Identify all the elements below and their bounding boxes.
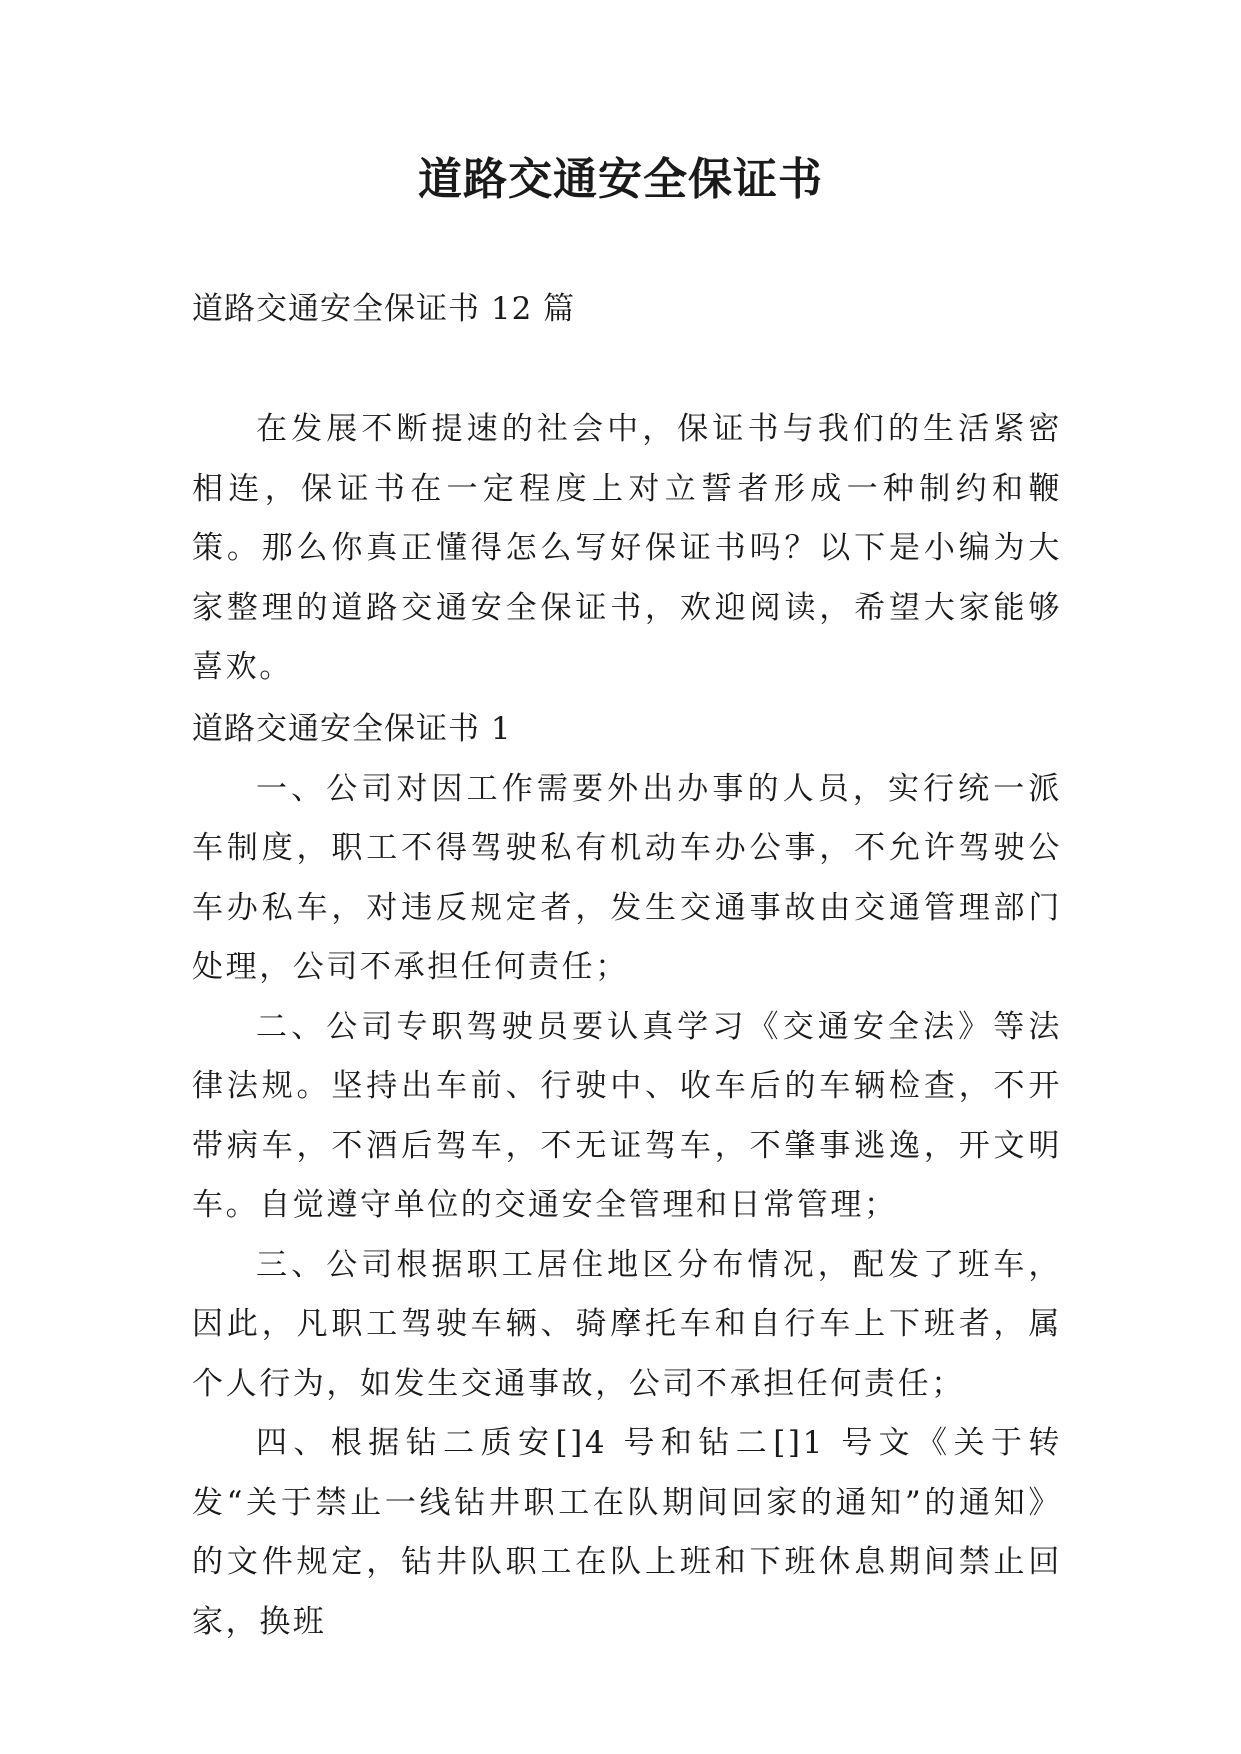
section-heading: 道路交通安全保证书 1 (192, 711, 512, 747)
intro-paragraph: 在发展不断提速的社会中，保证书与我们的生活紧密相连，保证书在一定程度上对立誓者形成一种制约和鞭策。那么你真正懂得怎么写好保证书吗？以下是小编为大家整理的道路交通安全保证书，欢迎阅读，希望大家能够喜欢。 (192, 411, 1062, 685)
section-1 (192, 700, 1062, 1652)
clause-paragraph: 四、根据钻二质安[]4 号和钻二[]1 号文《关于转发“关于禁止一线钻井职工在队期间回家的通知”的通知》的文件规定，钻井队职工在队上班和下班休息期间禁止回家，换班 (192, 1425, 1062, 1640)
clause-paragraph: 三、公司根据职工居住地区分布情况，配发了班车，因此，凡职工驾驶车辆、骑摩托车和自行车上下班者，属个人行为，如发生交通事故，公司不承担任何责任； (192, 1246, 1062, 1402)
document-title: 道路交通安全保证书 (418, 154, 823, 205)
clause-paragraph: 一、公司对因工作需要外出办事的人员，实行统一派车制度，职工不得驾驶私有机动车办公事，不允许驾驶公车办私车，对违反规定者，发生交通事故由交通管理部门处理，公司不承担任何责任； (192, 770, 1062, 985)
intro-block (192, 400, 1062, 698)
clause-paragraph: 二、公司专职驾驶员要认真学习《交通安全法》等法律法规。坚持出车前、行驶中、收车后的车辆检查，不开带病车，不酒后驾车，不无证驾车，不肇事逃逸，开文明车。自觉遵守单位的交通安全管理和日常管理； (192, 1008, 1062, 1223)
document-subtitle: 道路交通安全保证书 12 篇 (192, 291, 576, 327)
